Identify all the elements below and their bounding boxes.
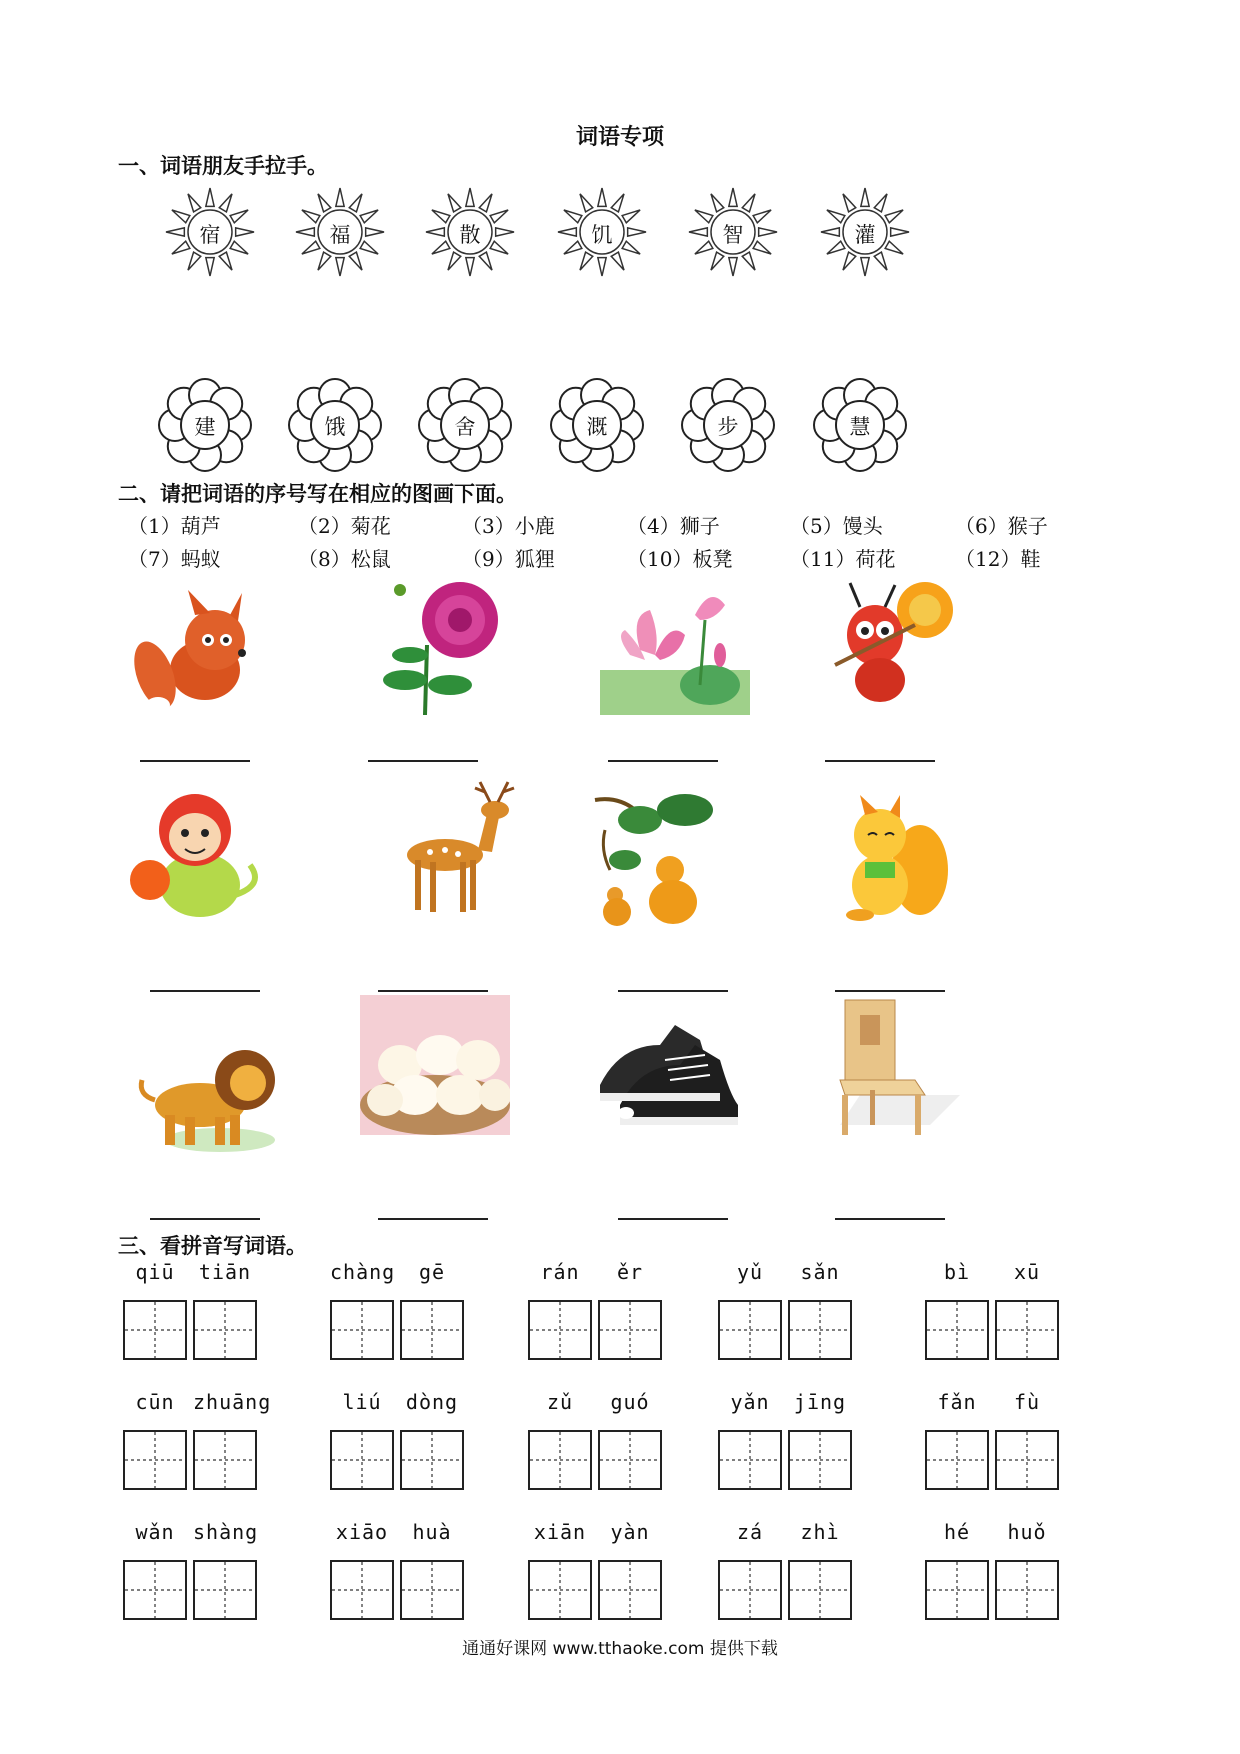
pinyin-syllable: yǔ (736, 1260, 764, 1284)
sun-character-card (810, 182, 920, 282)
lotus-picture (600, 575, 750, 715)
pinyin-syllable: huà (412, 1520, 452, 1544)
pinyin-syllable: fǎn (937, 1390, 977, 1414)
pinyin-syllable: dòng (405, 1390, 459, 1414)
pinyin-syllable: rán (540, 1260, 580, 1284)
flower-character: 慧 (849, 415, 871, 439)
tianzige-box[interactable] (193, 1560, 257, 1620)
sun-character-card (547, 182, 657, 282)
sun-character: 福 (329, 223, 351, 247)
deer-picture (370, 780, 520, 920)
answer-blank[interactable] (618, 990, 728, 992)
pinyin-syllable: zhuāng (193, 1390, 272, 1414)
tianzige-box[interactable] (718, 1560, 782, 1620)
flower-character: 溉 (586, 415, 608, 439)
steamed-buns-picture (360, 995, 510, 1135)
sun-character-card (415, 182, 525, 282)
pinyin-syllable: cūn (135, 1390, 175, 1414)
pinyin-syllable: liú (342, 1390, 382, 1414)
tianzige-box[interactable] (788, 1430, 852, 1490)
tianzige-box[interactable] (788, 1560, 852, 1620)
tianzige-box[interactable] (718, 1430, 782, 1490)
answer-blank[interactable] (140, 760, 250, 762)
tianzige-box[interactable] (528, 1560, 592, 1620)
pinyin-syllable: ěr (616, 1260, 644, 1284)
word-option: （3）小鹿 (462, 514, 555, 538)
flower-character-card (810, 375, 910, 475)
word-option: （7）蚂蚁 (128, 547, 221, 571)
answer-blank[interactable] (378, 990, 488, 992)
tianzige-box[interactable] (123, 1560, 187, 1620)
flower-character-card (547, 375, 647, 475)
ant-picture (805, 575, 955, 715)
answer-blank[interactable] (378, 1218, 488, 1220)
pinyin-syllable: hé (943, 1520, 971, 1544)
pinyin-syllable: xū (1013, 1260, 1041, 1284)
sun-character: 饥 (591, 223, 613, 247)
answer-blank[interactable] (825, 760, 935, 762)
word-option: （1）葫芦 (128, 514, 221, 538)
pinyin-syllable: bì (943, 1260, 971, 1284)
answer-blank[interactable] (835, 1218, 945, 1220)
word-option: （8）松鼠 (298, 547, 391, 571)
pinyin-syllable: fù (1013, 1390, 1041, 1414)
pinyin-syllable: yàn (610, 1520, 650, 1544)
tianzige-box[interactable] (528, 1430, 592, 1490)
tianzige-box[interactable] (400, 1560, 464, 1620)
squirrel-picture (820, 790, 970, 930)
word-option: （2）菊花 (298, 514, 391, 538)
tianzige-box[interactable] (330, 1430, 394, 1490)
pinyin-syllable: guó (610, 1390, 650, 1414)
tianzige-box[interactable] (925, 1300, 989, 1360)
lion-picture (130, 1025, 280, 1165)
page-title: 词语专项 (575, 124, 664, 150)
tianzige-box[interactable] (995, 1560, 1059, 1620)
answer-blank[interactable] (835, 990, 945, 992)
flower-character: 舍 (454, 415, 476, 439)
tianzige-box[interactable] (193, 1300, 257, 1360)
flower-character: 建 (194, 415, 216, 439)
word-option: （12）鞋 (955, 547, 1041, 571)
tianzige-box[interactable] (995, 1430, 1059, 1490)
word-option: （9）狐狸 (462, 547, 555, 571)
word-option: （6）猴子 (955, 514, 1048, 538)
word-option: （11）荷花 (790, 547, 896, 571)
tianzige-box[interactable] (995, 1300, 1059, 1360)
pinyin-syllable: wǎn (135, 1520, 175, 1544)
pinyin-syllable: chàng (330, 1260, 396, 1284)
tianzige-box[interactable] (718, 1300, 782, 1360)
sun-character: 宿 (199, 223, 221, 247)
tianzige-box[interactable] (330, 1300, 394, 1360)
flower-character: 步 (717, 415, 739, 439)
pinyin-syllable: huǒ (1007, 1520, 1047, 1544)
tianzige-box[interactable] (925, 1560, 989, 1620)
pinyin-syllable: shàng (193, 1520, 259, 1544)
tianzige-box[interactable] (788, 1300, 852, 1360)
sun-character-card (155, 182, 265, 282)
flower-character-card (285, 375, 385, 475)
answer-blank[interactable] (608, 760, 718, 762)
tianzige-box[interactable] (123, 1300, 187, 1360)
sun-character: 散 (459, 223, 481, 247)
pinyin-syllable: xiān (533, 1520, 587, 1544)
footer-text: 通通好课网 www.tthaoke.com 提供下载 (462, 1639, 778, 1659)
word-option: （10）板凳 (627, 547, 733, 571)
answer-blank[interactable] (368, 760, 478, 762)
tianzige-box[interactable] (400, 1300, 464, 1360)
sun-character-card (285, 182, 395, 282)
tianzige-box[interactable] (598, 1300, 662, 1360)
pinyin-syllable: sǎn (800, 1260, 840, 1284)
section-3-heading: 三、看拼音写词语。 (118, 1233, 307, 1258)
section-1-heading: 一、词语朋友手拉手。 (118, 153, 328, 178)
gourd-picture (585, 790, 735, 930)
pinyin-syllable: zá (736, 1520, 764, 1544)
tianzige-box[interactable] (598, 1430, 662, 1490)
flower-character-card (415, 375, 515, 475)
tianzige-box[interactable] (528, 1300, 592, 1360)
answer-blank[interactable] (150, 1218, 260, 1220)
word-option: （4）狮子 (627, 514, 720, 538)
pinyin-syllable: zǔ (546, 1390, 574, 1414)
answer-blank[interactable] (618, 1218, 728, 1220)
tianzige-box[interactable] (193, 1430, 257, 1490)
sun-character-card (678, 182, 788, 282)
tianzige-box[interactable] (123, 1430, 187, 1490)
word-option: （5）馒头 (790, 514, 883, 538)
flower-character-card (155, 375, 255, 475)
sun-character: 灌 (854, 223, 876, 247)
flower-character-card (678, 375, 778, 475)
pinyin-syllable: gē (418, 1260, 446, 1284)
chair-picture (820, 995, 970, 1135)
chrysanthemum-picture (365, 575, 515, 715)
sneakers-picture (590, 1005, 740, 1145)
tianzige-box[interactable] (400, 1430, 464, 1490)
pinyin-syllable: zhì (800, 1520, 840, 1544)
pinyin-syllable: tiān (198, 1260, 252, 1284)
answer-blank[interactable] (150, 990, 260, 992)
pinyin-syllable: qiū (135, 1260, 175, 1284)
section-2-heading: 二、请把词语的序号写在相应的图画下面。 (118, 481, 517, 506)
pinyin-syllable: xiāo (335, 1520, 389, 1544)
monkey-picture (115, 785, 265, 925)
flower-character: 饿 (324, 415, 346, 439)
pinyin-syllable: yǎn (730, 1390, 770, 1414)
tianzige-box[interactable] (330, 1560, 394, 1620)
pinyin-syllable: jīng (793, 1390, 847, 1414)
tianzige-box[interactable] (925, 1430, 989, 1490)
tianzige-box[interactable] (598, 1560, 662, 1620)
fox-picture (130, 585, 280, 725)
sun-character: 智 (722, 223, 744, 247)
